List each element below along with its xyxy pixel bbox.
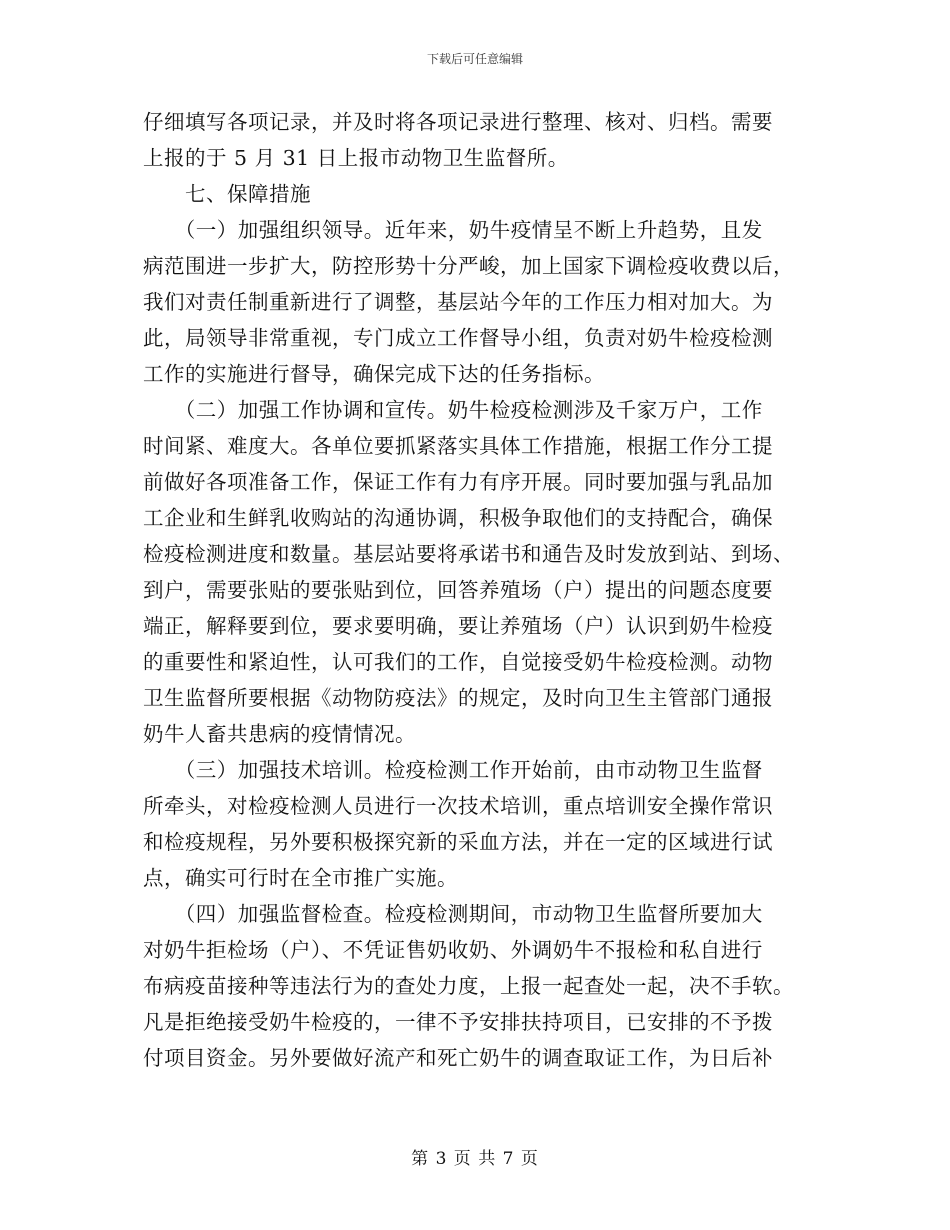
document-body — [143, 104, 803, 1076]
page-header-note: 下载后可任意编辑 — [426, 52, 523, 66]
text-line: （四）加强监督检查。检疫检测期间，市动物卫生监督所要加大 — [143, 902, 763, 926]
text-line: （三）加强技术培训。检疫检测工作开始前，由市动物卫生监督 — [143, 758, 763, 782]
text-line: 时间紧、难度大。各单位要抓紧落实具体工作措施，根据工作分工提 — [143, 434, 773, 458]
text-line: 对奶牛拒检场（户）、不凭证售奶收奶、外调奶牛不报检和私自进行 — [143, 938, 763, 962]
text-line: 卫生监督所要根据《动物防疫法》的规定，及时向卫生主管部门通报 — [143, 686, 773, 710]
text-line: 检疫检测进度和数量。基层站要将承诺书和通告及时发放到站、到场、 — [143, 542, 794, 566]
body-text — [143, 104, 803, 1076]
text-line: 工作的实施进行督导，确保完成下达的任务指标。 — [143, 362, 605, 386]
text-line: 的重要性和紧迫性，认可我们的工作，自觉接受奶牛检疫检测。动物 — [143, 650, 773, 674]
text-line: 凡是拒绝接受奶牛检疫的，一律不予安排扶持项目，已安排的不予拨 — [143, 1010, 773, 1034]
text-line: 此，局领导非常重视，专门成立工作督导小组，负责对奶牛检疫检测 — [143, 326, 773, 350]
text-line: 和检疫规程，另外要积极探究新的采血方法，并在一定的区域进行试 — [143, 830, 773, 854]
text-line: （二）加强工作协调和宣传。奶牛检疫检测涉及千家万户，工作 — [143, 398, 763, 422]
text-line: 前做好各项准备工作，保证工作有力有序开展。同时要加强与乳品加 — [143, 470, 773, 494]
text-line: 我们对责任制重新进行了调整，基层站今年的工作压力相对加大。为 — [143, 290, 773, 314]
text-line: 点，确实可行时在全市推广实施。 — [143, 866, 458, 890]
text-line: 工企业和生鲜乳收购站的沟通协调，积极争取他们的支持配合，确保 — [143, 506, 773, 530]
text-line: 奶牛人畜共患病的疫情情况。 — [143, 722, 416, 746]
text-line: 病范围进一步扩大，防控形势十分严峻，加上国家下调检疫收费以后， — [143, 254, 794, 278]
text-line: 所牵头，对检疫检测人员进行一次技术培训，重点培训安全操作常识 — [143, 794, 773, 818]
text-line: （一）加强组织领导。近年来，奶牛疫情呈不断上升趋势，且发 — [143, 218, 763, 242]
text-line: 布病疫苗接种等违法行为的查处力度，上报一起查处一起，决不手软。 — [143, 974, 794, 998]
text-line: 到户，需要张贴的要张贴到位，回答养殖场（户）提出的问题态度要 — [143, 578, 773, 602]
text-line: 端正，解释要到位，要求要明确，要让养殖场（户）认识到奶牛检疫 — [143, 614, 773, 638]
page-number: 第 3 页 共 7 页 — [411, 1149, 539, 1169]
section-heading: 七、保障措施 — [143, 182, 311, 206]
text-line: 付项目资金。另外要做好流产和死亡奶牛的调查取证工作，为日后补 — [143, 1046, 773, 1070]
text-line: 上报的于 5 月 31 日上报市动物卫生监督所。 — [143, 146, 569, 170]
text-line: 仔细填写各项记录，并及时将各项记录进行整理、核对、归档。需要 — [143, 110, 773, 134]
